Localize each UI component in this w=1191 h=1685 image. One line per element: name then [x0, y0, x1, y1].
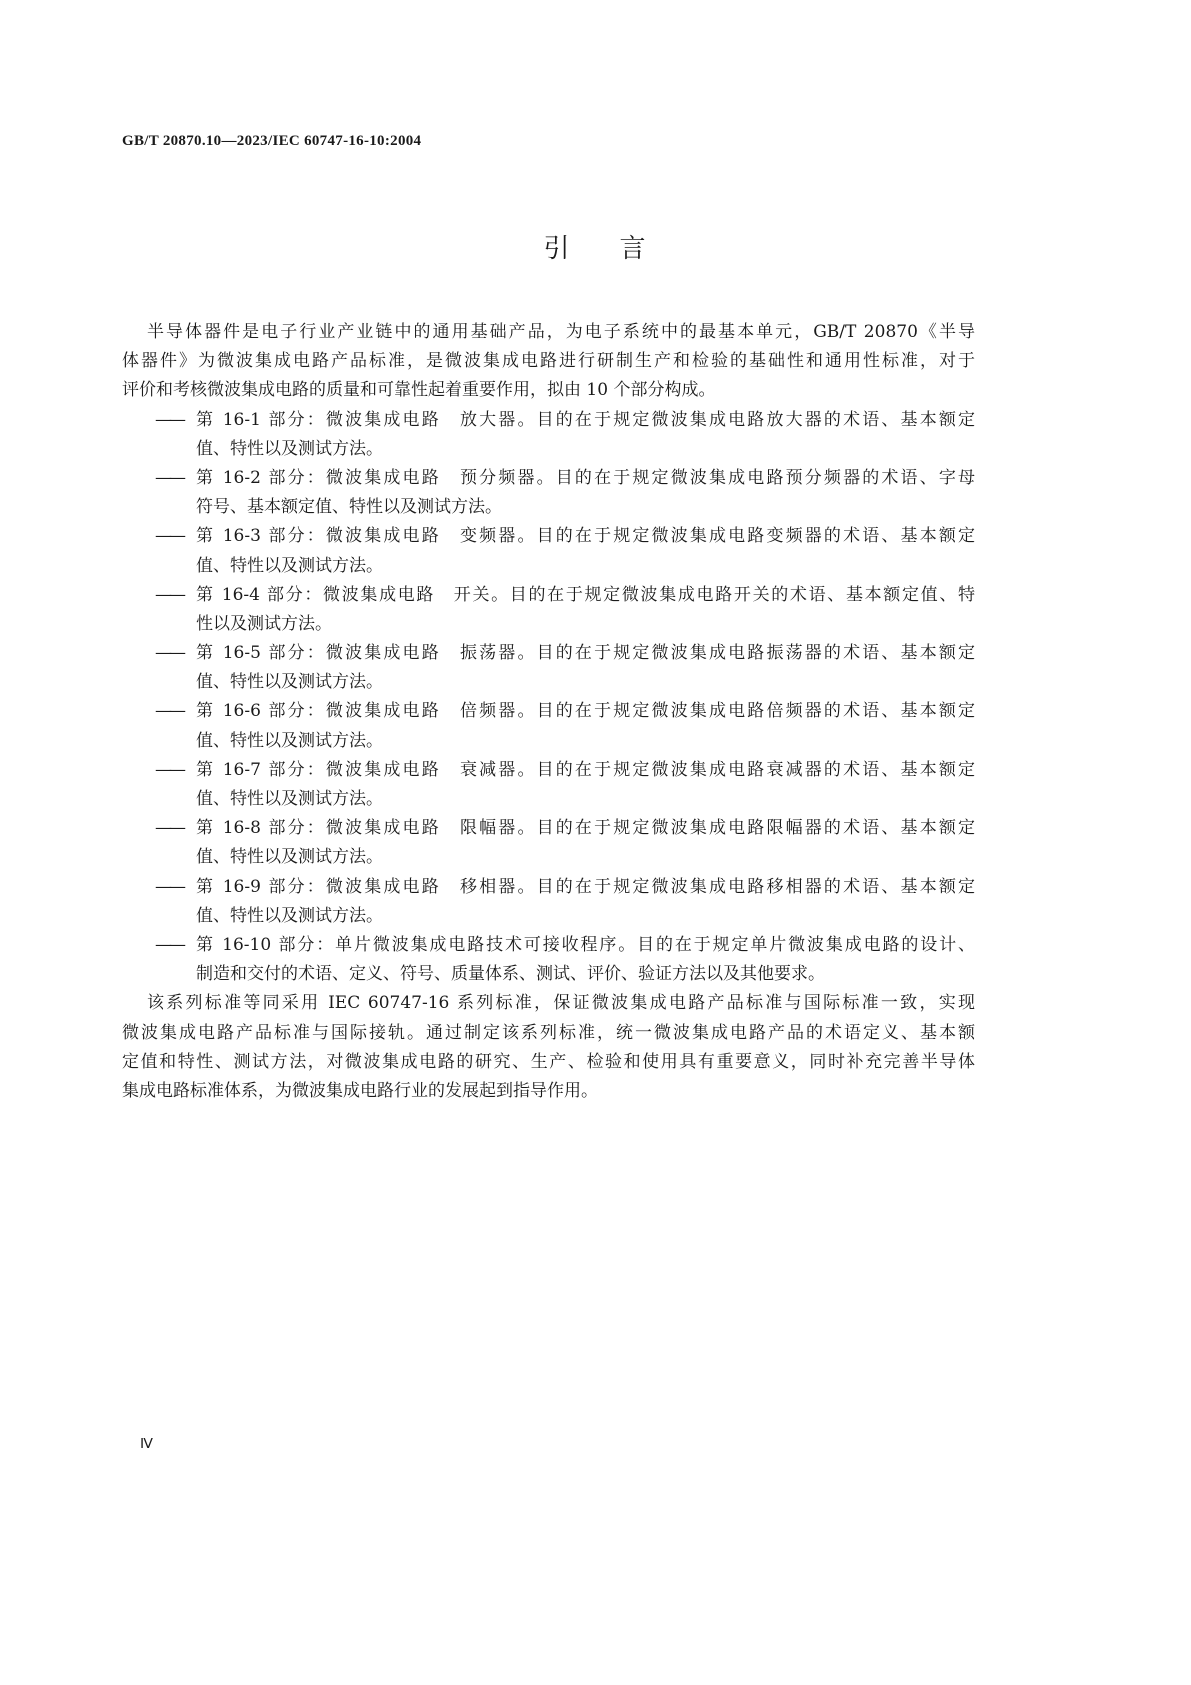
list-item-first-line [122, 464, 975, 493]
list-item-first-line [122, 756, 975, 785]
list-item-first-line [122, 581, 975, 610]
list-item [122, 931, 975, 989]
em-dash: —— [155, 409, 183, 430]
page-title [0, 228, 1191, 265]
em-dash: —— [155, 759, 183, 780]
list-item-first-line [122, 697, 975, 726]
page-number: Ⅳ [140, 1437, 153, 1452]
text-line: 值、特性以及测试方法。 [196, 672, 383, 693]
parts-list [122, 406, 975, 990]
text-line: 半导体器件是电子行业产业链中的通用基础产品，为电子系统中的最基本单元，GB/T 20870《半导 [147, 322, 975, 342]
em-dash: —— [155, 701, 183, 722]
em-dash: —— [155, 876, 183, 897]
em-dash: —— [155, 584, 183, 605]
list-item [122, 522, 975, 580]
list-item [122, 873, 975, 931]
title-char: 言 [619, 234, 648, 264]
em-dash: —— [155, 467, 183, 488]
closing-paragraph [122, 989, 975, 1106]
text-line: 定值和特性、测试方法，对微波集成电路的研究、生产、检验和使用具有重要意义，同时补充完善半导体 [122, 1051, 975, 1072]
text-line: 符号、基本额定值、特性以及测试方法。 [196, 497, 502, 518]
text-line: 集成电路标准体系，为微波集成电路行业的发展起到指导作用。 [122, 1080, 598, 1101]
intro-paragraph [122, 318, 975, 406]
text-line: 制造和交付的术语、定义、符号、质量体系、测试、评价、验证方法以及其他要求。 [196, 964, 825, 985]
text-line: 值、特性以及测试方法。 [196, 438, 383, 459]
list-item [122, 756, 975, 814]
list-item [122, 406, 975, 464]
list-item [122, 639, 975, 697]
list-item-first-line [122, 814, 975, 843]
text-line: 第 16-6 部分：微波集成电路 倍频器。目的在于规定微波集成电路倍频器的术语、基本额定 [196, 701, 975, 722]
document-header: GB/T 20870.10—2023/IEC 60747-16-10:2004 [122, 133, 422, 149]
text-line: 第 16-4 部分：微波集成电路 开关。目的在于规定微波集成电路开关的术语、基本额定值、特 [196, 584, 975, 605]
text-line: 第 16-10 部分：单片微波集成电路技术可接收程序。目的在于规定单片微波集成电路的设计、 [196, 934, 975, 955]
text-line: 第 16-2 部分：微波集成电路 预分频器。目的在于规定微波集成电路预分频器的术语、字母 [196, 467, 975, 488]
text-line: 第 16-8 部分：微波集成电路 限幅器。目的在于规定微波集成电路限幅器的术语、基本额定 [196, 818, 975, 839]
text-line: 性以及测试方法。 [196, 613, 332, 634]
text-line: 第 16-1 部分：微波集成电路 放大器。目的在于规定微波集成电路放大器的术语、基本额定 [196, 409, 975, 430]
list-item [122, 697, 975, 755]
list-item-first-line [122, 931, 975, 960]
text-line: 该系列标准等同采用 IEC 60747-16 系列标准，保证微波集成电路产品标准与国际标准一致，实现 [147, 993, 975, 1014]
text-line: 体器件》为微波集成电路产品标准，是微波集成电路进行研制生产和检验的基础性和通用性标准，对于 [122, 351, 975, 372]
em-dash: —— [155, 818, 183, 839]
list-item-first-line [122, 406, 975, 435]
list-item [122, 581, 975, 639]
title-char: 引 [543, 234, 572, 264]
list-item-first-line [122, 873, 975, 902]
list-item-first-line [122, 522, 975, 551]
list-item [122, 814, 975, 872]
document-body [122, 318, 975, 1106]
list-item [122, 464, 975, 522]
text-line: 评价和考核微波集成电路的质量和可靠性起着重要作用，拟由 10 个部分构成。 [122, 380, 716, 401]
list-item-first-line [122, 639, 975, 668]
text-line: 第 16-7 部分：微波集成电路 衰减器。目的在于规定微波集成电路衰减器的术语、基本额定 [196, 759, 975, 780]
text-line: 第 16-5 部分：微波集成电路 振荡器。目的在于规定微波集成电路振荡器的术语、基本额定 [196, 643, 975, 664]
text-line: 值、特性以及测试方法。 [196, 847, 383, 868]
text-line: 值、特性以及测试方法。 [196, 730, 383, 751]
em-dash: —— [155, 526, 183, 547]
em-dash: —— [155, 643, 183, 664]
em-dash: —— [155, 934, 183, 955]
text-line: 值、特性以及测试方法。 [196, 905, 383, 926]
text-line: 微波集成电路产品标准与国际接轨。通过制定该系列标准，统一微波集成电路产品的术语定义、基本额 [122, 1022, 975, 1043]
text-line: 第 16-9 部分：微波集成电路 移相器。目的在于规定微波集成电路移相器的术语、基本额定 [196, 876, 975, 897]
text-line: 值、特性以及测试方法。 [196, 555, 383, 576]
text-line: 值、特性以及测试方法。 [196, 789, 383, 809]
text-line: 第 16-3 部分：微波集成电路 变频器。目的在于规定微波集成电路变频器的术语、基本额定 [196, 526, 975, 547]
